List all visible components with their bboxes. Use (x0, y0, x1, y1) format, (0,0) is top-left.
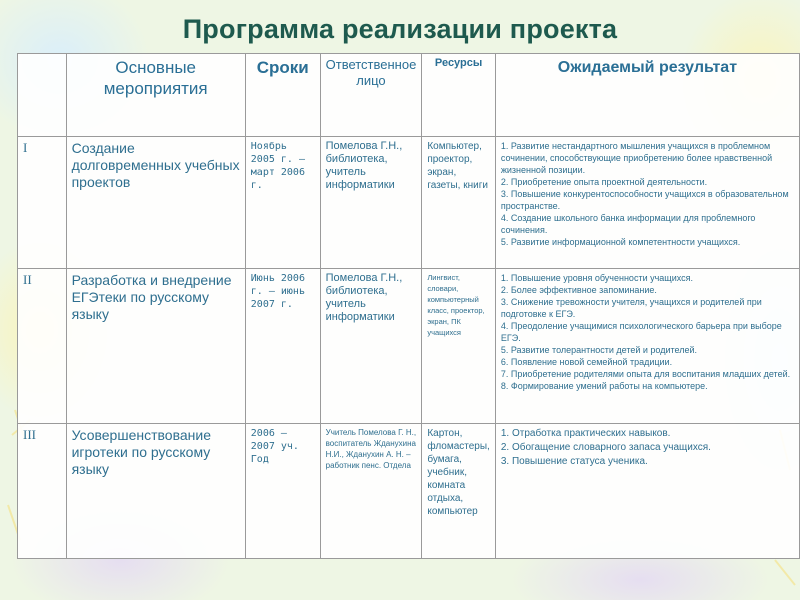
row-activity: Разработка и внедрение ЕГЭтеки по русскому языку (66, 269, 245, 424)
header-number (18, 54, 67, 137)
row-results (495, 424, 799, 559)
row-responsible: Учитель Помелова Г. Н., воспитатель Жданухина Н.И., Жданухин А. Н. – работник пенс. Отдела (320, 424, 422, 559)
table-header-row (18, 54, 800, 137)
result-item: 8. Формирование умений работы на компьютере. (500, 381, 708, 391)
row-responsible: Помелова Г.Н., библиотека, учитель информатики (320, 137, 422, 269)
header-activities: Основные мероприятия (66, 54, 245, 137)
result-item: 5. Развитие информационной компетентности учащихся. (500, 237, 741, 247)
result-item: 2. Более эффективное запоминание. (500, 285, 657, 295)
result-item: 1. Отработка практических навыков. (500, 428, 671, 439)
result-item: 2. Обогащение словарного запаса учащихся. (500, 442, 711, 453)
table-row (18, 269, 800, 424)
result-item: 3. Повышение статуса ученика. (500, 456, 648, 467)
row-resources: Картон, фломастеры, бумага, учебник, комната отдыха, компьютер (422, 424, 496, 559)
result-item: 7. Приобретение родителями опыта для воспитания младших детей. (500, 369, 791, 379)
row-deadline: Ноябрь 2005 г. – март 2006 г. (245, 137, 320, 269)
row-deadline: Июнь 2006 г. – июнь 2007 г. (245, 269, 320, 424)
result-item: 3. Снижение тревожности учителя, учащихся и родителей при подготовке к ЕГЭ. (500, 297, 762, 319)
row-number: I (18, 137, 67, 269)
header-resources: Ресурсы (422, 54, 496, 137)
result-item: 2. Приобретение опыта проектной деятельности. (500, 177, 708, 187)
header-expected-result: Ожидаемый результат (495, 54, 799, 137)
table-row (18, 424, 800, 559)
result-item: 1. Развитие нестандартного мышления учащихся в проблемном сочинении, способствующие приобретению более нравственной жизненной позиции. (500, 141, 773, 175)
result-item: 5. Развитие толерантности детей и родителей. (500, 345, 698, 355)
project-plan-table (17, 53, 800, 559)
result-item: 4. Преодоление учащимися психологического барьера при выборе ЕГЭ. (500, 321, 782, 343)
row-results (495, 137, 799, 269)
result-item: 1. Повышение уровня обученности учащихся. (500, 273, 693, 283)
row-results (495, 269, 799, 424)
header-deadline: Сроки (245, 54, 320, 137)
result-item: 6. Появление новой семейной традиции. (500, 357, 673, 367)
row-activity: Усовершенствование игротеки по русскому языку (66, 424, 245, 559)
row-resources: Лингвист, словари, компьютерный класс, проектор, экран, ПК учащихся (422, 269, 496, 424)
row-resources: Компьютер, проектор, экран, газеты, книги (422, 137, 496, 269)
result-item: 4. Создание школьного банка информации для проблемного сочинения. (500, 213, 756, 235)
row-number: II (18, 269, 67, 424)
row-activity: Создание долговременных учебных проектов (66, 137, 245, 269)
result-item: 3. Повышение конкурентоспособности учащихся в образовательном пространстве. (500, 189, 789, 211)
row-deadline: 2006 – 2007 уч. Год (245, 424, 320, 559)
header-responsible: Ответственное лицо (320, 54, 422, 137)
row-responsible: Помелова Г.Н., библиотека, учитель информатики (320, 269, 422, 424)
row-number: III (18, 424, 67, 559)
table-row (18, 137, 800, 269)
page-title: Программа реализации проекта (182, 14, 618, 44)
